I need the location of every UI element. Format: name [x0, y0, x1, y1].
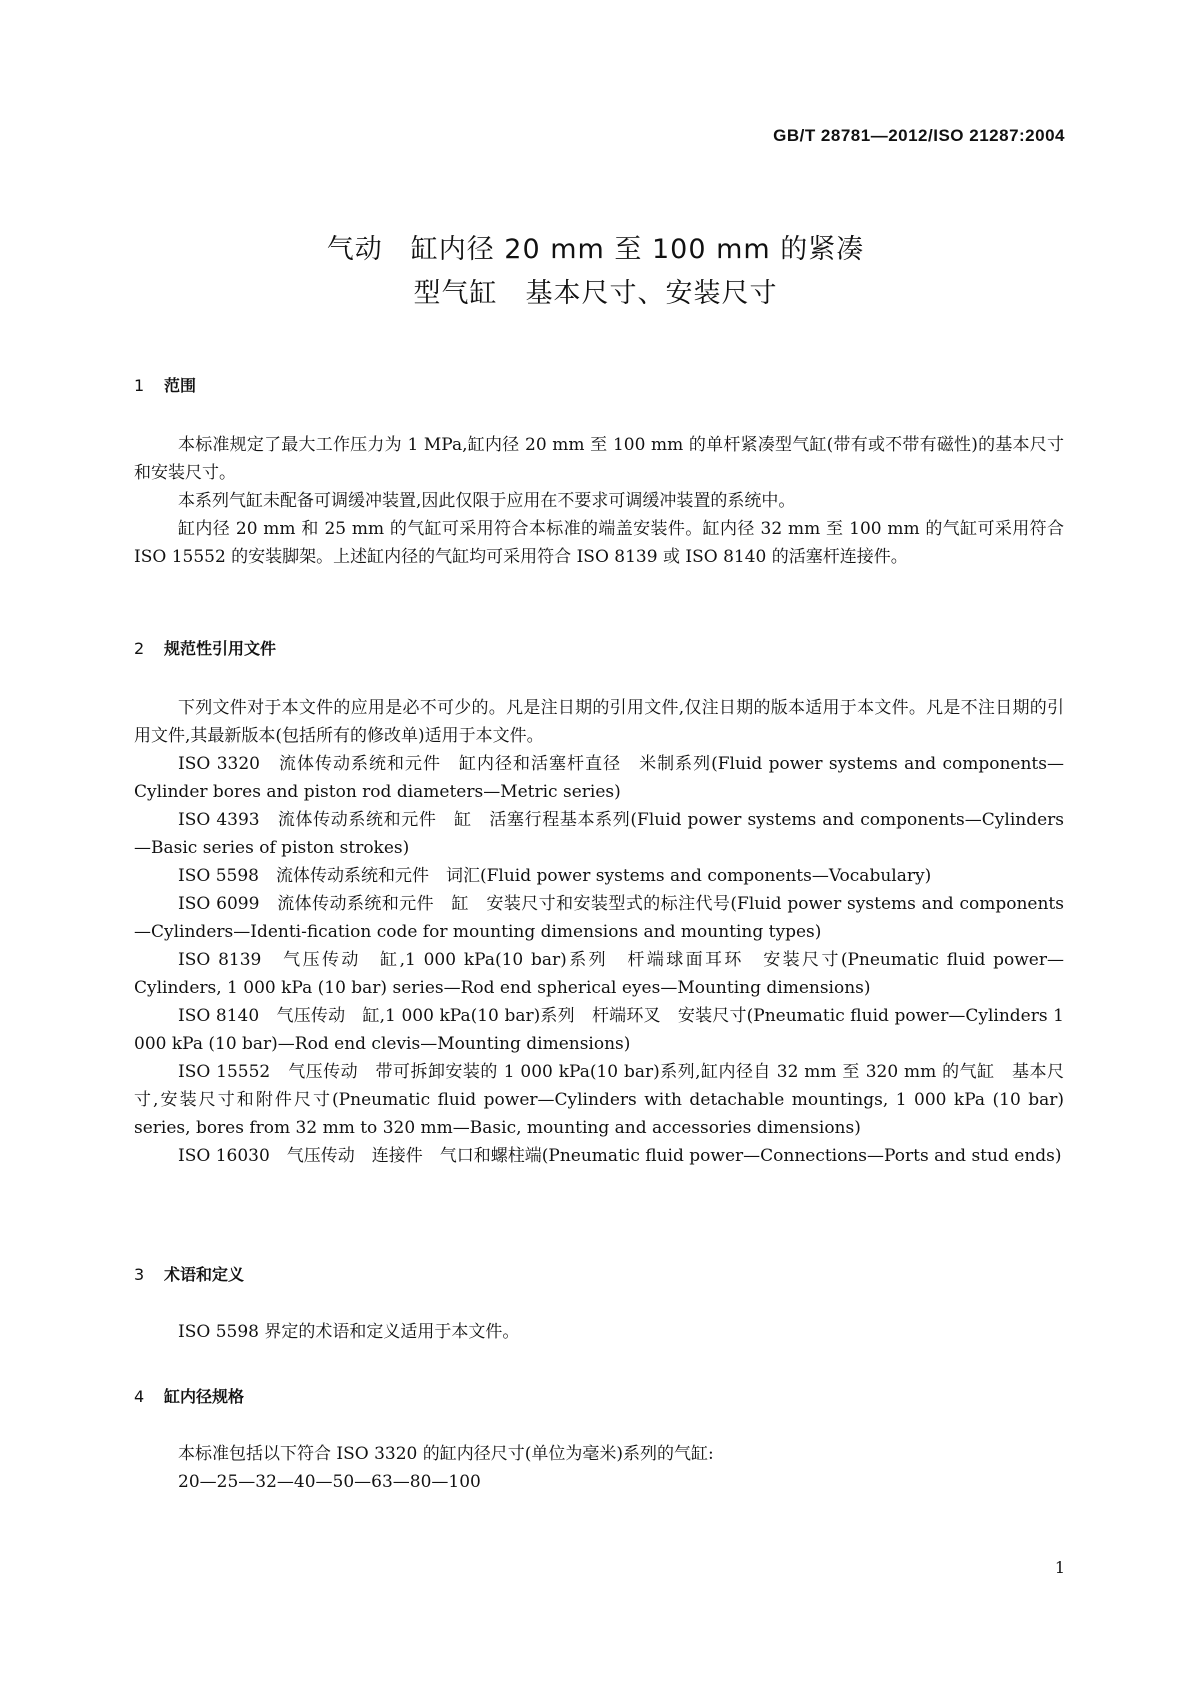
section-3-heading: 3 术语和定义	[134, 1265, 245, 1284]
section-3-body	[134, 1318, 1064, 1346]
paragraph: 缸内径 20 mm 和 25 mm 的气缸可采用符合本标准的端盖安装件。缸内径 32 mm 至 100 mm 的气缸可采用符合 ISO 15552 的安装脚架。上述缸内径的气缸均可采用符合 ISO 8139 或 ISO 8140 的活塞杆连接件。	[134, 519, 1064, 567]
bore-series: 20—25—32—40—50—63—80—100	[178, 1472, 481, 1492]
paragraph: 本标准包括以下符合 ISO 3320 的缸内径尺寸(单位为毫米)系列的气缸:	[178, 1444, 714, 1464]
section-1-body	[134, 431, 1064, 571]
paragraph: ISO 5598 界定的术语和定义适用于本文件。	[178, 1322, 520, 1342]
section-2-heading: 2 规范性引用文件	[134, 639, 277, 658]
section-2-body	[134, 694, 1064, 1170]
reference-item: ISO 3320 流体传动系统和元件 缸内径和活塞杆直径 米制系列(Fluid power systems and components—Cylinder bores and piston rod diameters—Metric series)	[134, 754, 1064, 802]
standard-code: GB/T 28781—2012/ISO 21287:2004	[773, 126, 1065, 145]
title-line-1: 气动 缸内径 20 mm 至 100 mm 的紧凑	[326, 234, 865, 265]
document-title	[0, 228, 1191, 316]
reference-item: ISO 15552 气压传动 带可拆卸安装的 1 000 kPa(10 bar)系列,缸内径自 32 mm 至 320 mm 的气缸 基本尺寸,安装尺寸和附件尺寸(Pneumatic fluid power—Cylinders with detachable mountings, 1 000 kPa (10 bar) series, bores from 32 mm to 320 mm—Basic, mounting and accessories dimensions)	[134, 1062, 1064, 1138]
section-4-body	[134, 1440, 1064, 1496]
reference-item: ISO 6099 流体传动系统和元件 缸 安装尺寸和安装型式的标注代号(Fluid power systems and components—Cylinders—Identi-fication code for mounting dimensions and mounting types)	[134, 894, 1064, 942]
reference-item: ISO 8140 气压传动 缸,1 000 kPa(10 bar)系列 杆端环叉 安装尺寸(Pneumatic fluid power—Cylinders 1 000 kPa (10 bar)—Rod end clevis—Mounting dimensions)	[134, 1006, 1064, 1054]
reference-item: ISO 8139 气压传动 缸,1 000 kPa(10 bar)系列 杆端球面耳环 安装尺寸(Pneumatic fluid power—Cylinders, 1 000 kPa (10 bar) series—Rod end spherical eyes—Mounting dimensions)	[134, 950, 1064, 998]
section-1-heading: 1 范围	[134, 376, 197, 395]
page-number: 1	[1054, 1558, 1065, 1577]
paragraph: 本标准规定了最大工作压力为 1 MPa,缸内径 20 mm 至 100 mm 的单杆紧凑型气缸(带有或不带有磁性)的基本尺寸和安装尺寸。	[134, 435, 1064, 483]
reference-item: ISO 16030 气压传动 连接件 气口和螺柱端(Pneumatic fluid power—Connections—Ports and stud ends)	[178, 1146, 1062, 1166]
section-4-heading: 4 缸内径规格	[134, 1387, 245, 1406]
reference-item: ISO 4393 流体传动系统和元件 缸 活塞行程基本系列(Fluid power systems and components—Cylinders—Basic series of piston strokes)	[134, 810, 1064, 858]
paragraph: 下列文件对于本文件的应用是必不可少的。凡是注日期的引用文件,仅注日期的版本适用于本文件。凡是不注日期的引用文件,其最新版本(包括所有的修改单)适用于本文件。	[134, 698, 1064, 746]
paragraph: 本系列气缸未配备可调缓冲装置,因此仅限于应用在不要求可调缓冲装置的系统中。	[178, 491, 796, 511]
reference-item: ISO 5598 流体传动系统和元件 词汇(Fluid power systems and components—Vocabulary)	[178, 866, 932, 886]
title-line-2: 型气缸 基本尺寸、安装尺寸	[413, 278, 778, 309]
